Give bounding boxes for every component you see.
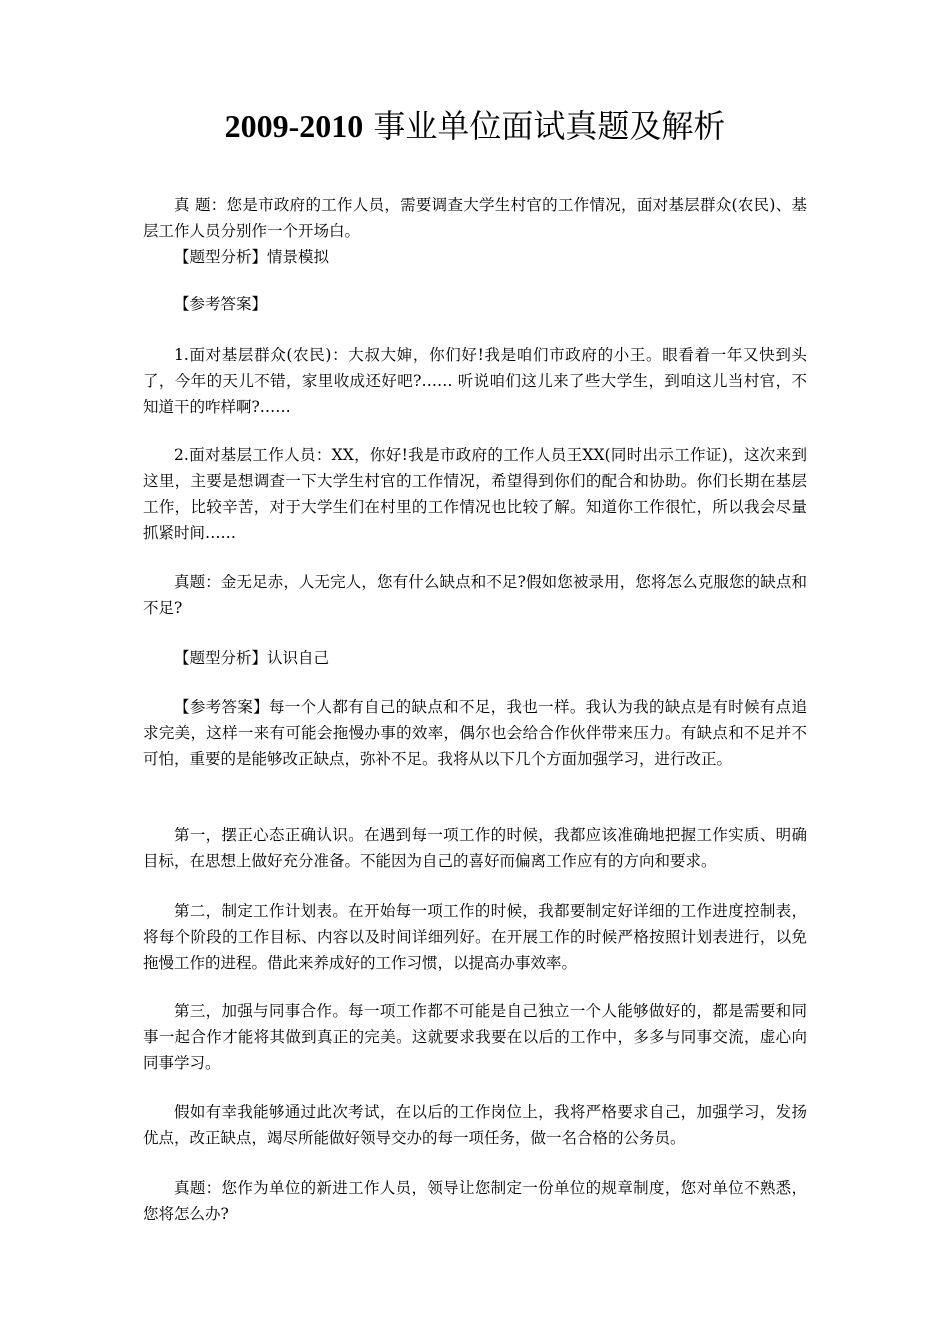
paragraph-answer-1-part-2: 2.面对基层工作人员：XX，你好!我是市政府的工作人员王XX(同时出示工作证)，这次来到这里，主要是想调查一下大学生村官的工作情况，希望得到你们的配合和协助。你们长期在基层工作，比较辛苦，对于大学生们在村里的工作情况也比较了解。知道你工作很忙，所以我会尽量抓紧时间…… [143,446,807,542]
title-number: 2009-2010 [224,108,364,144]
paragraph-point-2: 第二，制定工作计划表。在开始每一项工作的时候，我都要制定好详细的工作进度控制表，将每个阶段的工作目标、内容以及时间详细列好。在开展工作的时候严格按照计划表进行，以免拖慢工作的进程。借此来养成好的工作习惯，以提高办事效率。 [143,902,807,972]
paragraph-analysis-2: 【题型分析】认识自己 [174,649,330,667]
paragraph-question-3: 真题：您作为单位的新进工作人员，领导让您制定一份单位的规章制度，您对单位不熟悉，您将怎么办? [143,1179,807,1223]
paragraph-analysis-1: 【题型分析】情景模拟 [174,248,330,266]
paragraph-answer-1-part-1: 1.面对基层群众(农民)：大叔大婶，你们好!我是咱们市政府的小王。眼看着一年又快到头了，今年的天儿不错，家里收成还好吧?…… 听说咱们这儿来了些大学生，到咱这儿当村官，不知道干的咋样啊?…… [143,346,807,416]
paragraph-answer-2: 【参考答案】每一个人都有自己的缺点和不足，我也一样。我认为我的缺点是有时候有点追求完美，这样一来有可能会拖慢办事的效率，偶尔也会给合作伙伴带来压力。有缺点和不足并不可怕，重要的是能够改正缺点，弥补不足。我将从以下几个方面加强学习，进行改正。 [143,698,807,768]
title-text: 事业单位面试真题及解析 [373,107,726,145]
paragraph-question-2: 真题：金无足赤，人无完人，您有什么缺点和不足?假如您被录用，您将怎么克服您的缺点和不足? [143,573,807,617]
paragraph-point-3: 第三，加强与同事合作。每一项工作都不可能是自己独立一个人能够做好的，都是需要和同事一起合作才能将其做到真正的完美。这就要求我要在以后的工作中，多多与同事交流，虚心向同事学习。 [143,1002,807,1072]
paragraph-question-1: 真 题：您是市政府的工作人员，需要调查大学生村官的工作情况，面对基层群众(农民)、基层工作人员分别作一个开场白。 [143,196,807,240]
paragraph-answer-heading-1: 【参考答案】 [174,295,268,313]
document-title [0,104,950,148]
paragraph-conclusion: 假如有幸我能够通过此次考试，在以后的工作岗位上，我将严格要求自己，加强学习，发扬优点，改正缺点，竭尽所能做好领导交办的每一项任务，做一名合格的公务员。 [143,1103,807,1147]
paragraph-point-1: 第一，摆正心态正确认识。在遇到每一项工作的时候，我都应该准确地把握工作实质、明确目标，在思想上做好充分准备。不能因为自己的喜好而偏离工作应有的方向和要求。 [143,826,807,870]
